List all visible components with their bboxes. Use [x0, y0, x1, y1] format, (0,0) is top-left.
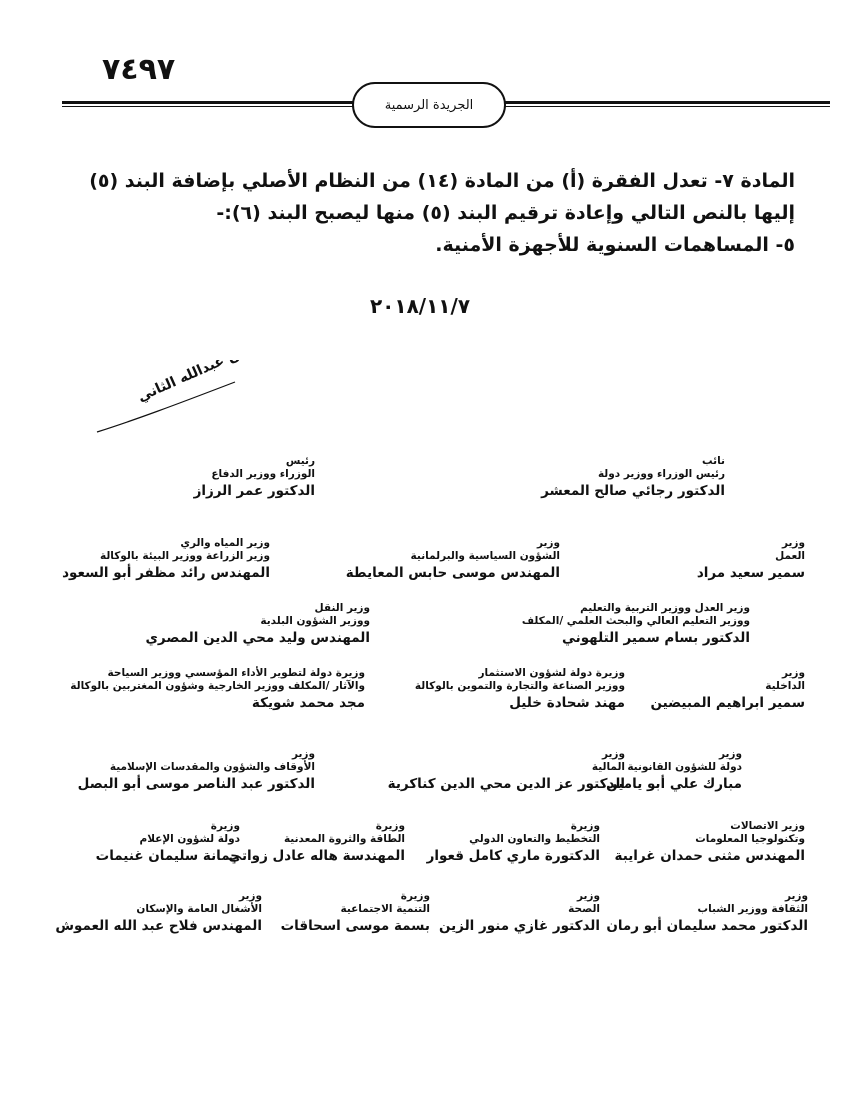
- minister-name: جمانة سليمان غنيمات: [95, 848, 240, 864]
- minister-name: المهندس فلاح عبد الله العموش: [55, 918, 262, 934]
- minister-name: مبارك علي أبو يامين: [606, 776, 742, 792]
- minister-title: ووزير التعليم العالي والبحث العلمي /المكلف: [521, 615, 750, 627]
- minister-name: المهندسة هاله عادل زواتي: [228, 848, 405, 864]
- minister-title: الوزراء ووزير الدفاع: [211, 468, 315, 480]
- issue-date: ٢٠١٨/١١/٧: [369, 294, 471, 318]
- minister-name: الدكتور بسام سمير التلهوني: [561, 630, 750, 646]
- minister-title: وزيرة دولة لشؤون الاستثمار: [478, 667, 625, 679]
- minister-name: سمير سعيد مراد: [696, 565, 805, 581]
- minister-title: الداخلية: [765, 680, 805, 692]
- article-text: [80, 165, 795, 261]
- article-line: المادة ٧- تعدل الفقرة (أ) من المادة (١٤) من النظام الأصلي بإضافة البند (٥): [89, 170, 795, 192]
- minister-block: [615, 820, 805, 866]
- minister-title: وزيرة: [210, 820, 240, 832]
- minister-title: التخطيط والتعاون الدولي: [469, 833, 600, 845]
- minister-name: الدكتور رجائي صالح المعشر: [541, 483, 725, 499]
- minister-title: الثقافة ووزير الشباب: [697, 903, 808, 915]
- minister-block: [606, 890, 808, 936]
- article-line: إليها بالنص التالي وإعادة ترقيم البند (٥) منها ليصبح البند (٦):-: [216, 202, 795, 224]
- minister-name: الدكتور غازي منور الزين: [438, 918, 600, 934]
- minister-block: [194, 455, 315, 501]
- minister-name: المهندس مثنى حمدان غرايبة: [614, 848, 805, 864]
- minister-title: وزيرة: [400, 890, 430, 902]
- royal-signature: [85, 360, 285, 450]
- minister-block: [606, 748, 742, 794]
- minister-title: وزير: [784, 890, 808, 902]
- minister-title: وزير المياه والري: [180, 537, 270, 549]
- minister-block: [697, 537, 805, 583]
- minister-block: [228, 820, 405, 866]
- minister-title: دولة للشؤون القانونية: [627, 761, 742, 773]
- minister-name: الدكتور عز الدين محي الدين كناكرية: [387, 776, 625, 792]
- minister-block: [78, 748, 315, 794]
- signature-icon: [85, 360, 285, 450]
- minister-title: التنمية الاجتماعية: [340, 903, 430, 915]
- minister-name: المهندس وليد محي الدين المصري: [145, 630, 370, 646]
- minister-title: وزير: [576, 890, 600, 902]
- minister-title: وزير: [536, 537, 560, 549]
- minister-block: [541, 455, 725, 501]
- minister-title: والآثار /المكلف ووزير الخارجية وشؤون المغتربين بالوكالة: [70, 680, 365, 692]
- minister-title: ووزير الشؤون البلدية: [260, 615, 370, 627]
- minister-title: وزير: [718, 748, 742, 760]
- minister-name: المهندس موسى حابس المعايطة: [345, 565, 560, 581]
- svg-text:الحسين بن عبدالله الثاني: الحسين بن عبدالله الثاني: [135, 360, 285, 406]
- minister-title: رئيس: [285, 455, 315, 467]
- gazette-masthead: الجريدة الرسمية: [352, 82, 506, 128]
- minister-title: وزير: [781, 667, 805, 679]
- minister-title: وزير النقل: [314, 602, 370, 614]
- minister-name: مجد محمد شويكة: [251, 695, 365, 711]
- minister-title: وزيرة: [570, 820, 600, 832]
- minister-block: [427, 820, 600, 866]
- minister-block: [62, 537, 270, 583]
- minister-block: [96, 820, 240, 866]
- minister-title: وزير: [291, 748, 315, 760]
- minister-title: العمل: [775, 550, 805, 562]
- minister-name: الدكتور محمد سليمان أبو رمان: [606, 918, 808, 934]
- minister-title: وتكنولوجيا المعلومات: [695, 833, 805, 845]
- article-line: ٥- المساهمات السنوية للأجهزة الأمنية.: [435, 234, 795, 256]
- minister-title: وزير: [601, 748, 625, 760]
- minister-title: وزيرة دولة لتطوير الأداء المؤسسي ووزير السياحة: [107, 667, 365, 679]
- minister-title: وزيرة: [375, 820, 405, 832]
- minister-name: الدكتور عبد الناصر موسى أبو البصل: [77, 776, 315, 792]
- page-number: ٧٤٩٧: [102, 52, 176, 87]
- minister-title: رئيس الوزراء ووزير دولة: [597, 468, 725, 480]
- minister-title: المالية: [591, 761, 625, 773]
- minister-block: [415, 667, 625, 713]
- minister-name: الدكتورة ماري كامل قعوار: [426, 848, 600, 864]
- minister-block: [70, 667, 365, 713]
- minister-block: [55, 890, 262, 936]
- minister-title: وزير العدل ووزير التربية والتعليم: [580, 602, 750, 614]
- minister-title: دولة لشؤون الإعلام: [139, 833, 240, 845]
- minister-title: وزير الزراعة ووزير البيئة بالوكالة: [99, 550, 270, 562]
- minister-block: [346, 537, 560, 583]
- minister-block: [281, 890, 430, 936]
- minister-title: الطاقة والثروة المعدنية: [283, 833, 405, 845]
- minister-title: الشؤون السياسية والبرلمانية: [410, 550, 560, 562]
- minister-name: المهندس رائد مظفر أبو السعود: [62, 565, 270, 581]
- minister-name: بسمة موسى اسحاقات: [280, 918, 430, 934]
- minister-block: [439, 890, 600, 936]
- minister-block: [650, 667, 805, 713]
- minister-title: ووزير الصناعة والتجارة والتموين بالوكالة: [414, 680, 625, 692]
- minister-title: الأوقاف والشؤون والمقدسات الإسلامية: [109, 761, 315, 773]
- minister-block: [146, 602, 370, 648]
- minister-name: مهند شحادة خليل: [509, 695, 625, 711]
- minister-block: [522, 602, 750, 648]
- minister-title: الصحة: [568, 903, 600, 915]
- minister-block: [388, 748, 625, 794]
- minister-title: وزير الاتصالات: [730, 820, 805, 832]
- minister-name: الدكتور عمر الرزاز: [193, 483, 315, 499]
- minister-title: الأشغال العامة والإسكان: [136, 903, 262, 915]
- minister-title: وزير: [781, 537, 805, 549]
- minister-title: وزير: [238, 890, 262, 902]
- minister-name: سمير ابراهيم المبيضين: [650, 695, 805, 711]
- minister-title: نائب: [702, 455, 725, 467]
